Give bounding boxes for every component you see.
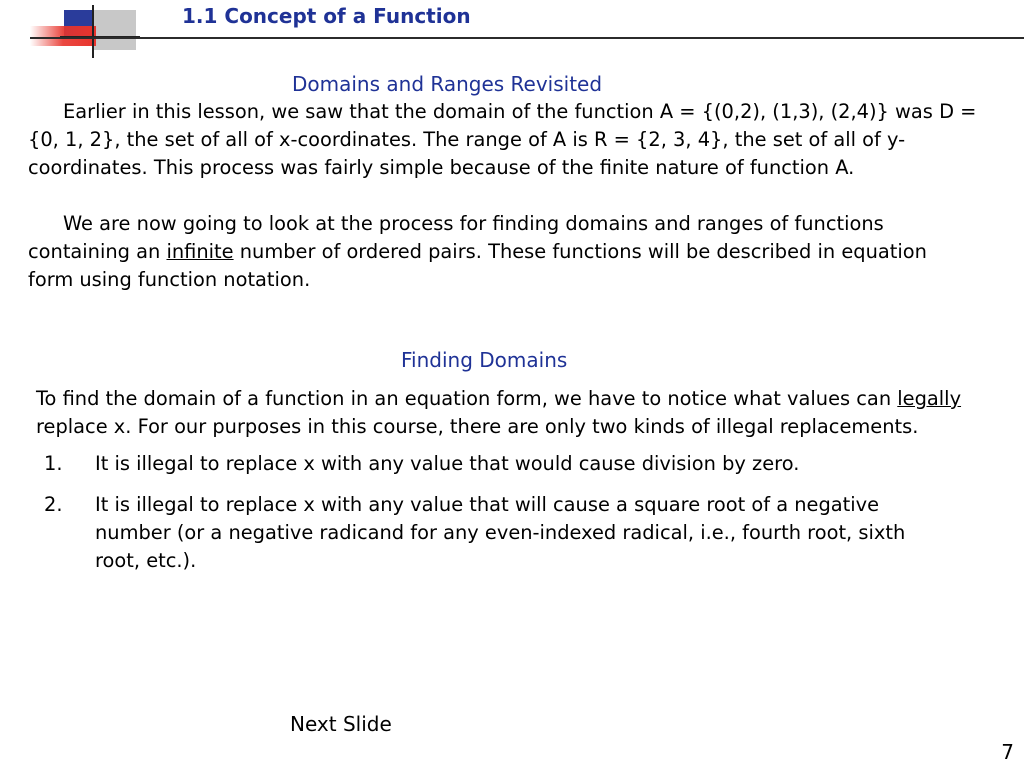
- paragraph-finding-domains-intro: [36, 385, 1001, 441]
- paragraph-earlier-lesson: [28, 98, 978, 182]
- underlined-word-infinite: infinite: [166, 240, 234, 263]
- next-slide-link[interactable]: Next Slide: [290, 712, 392, 736]
- slide-title: 1.1 Concept of a Function: [182, 4, 471, 28]
- page-number: 7: [1001, 740, 1014, 764]
- paragraph-infinite-text-end: number of ordered pairs. These functions will be described in equation form using function notation.: [28, 240, 927, 291]
- paragraph-infinite-text-start: We are now going to look at the process for finding domains and ranges of functions containing an: [28, 212, 884, 263]
- crosshair-logo-icon: [0, 0, 140, 60]
- list-item-number: 1.: [44, 452, 63, 475]
- section-heading-finding-domains: Finding Domains: [401, 348, 568, 372]
- intro-text-start: To find the domain of a function in an equation form, we have to notice what values can: [36, 387, 898, 410]
- list-item-text: It is illegal to replace x with any value that would cause division by zero.: [95, 452, 800, 475]
- list-item: [44, 491, 1004, 581]
- paragraph-infinite-functions: [28, 210, 978, 294]
- paragraph-earlier-lesson-text: Earlier in this lesson, we saw that the domain of the function A = {(0,2), (1,3), (2,4)} was D = {0, 1, 2}, the set of all of x-coordinates. The range of A is R = {2, 3, 4}, the set of all of y-coordinates. This process was fairly simple because of the finite nature of function A.: [28, 100, 977, 179]
- intro-text-end: replace x. For our purposes in this course, there are only two kinds of illegal replacements.: [36, 415, 919, 438]
- section-heading-domains-ranges: Domains and Ranges Revisited: [292, 72, 603, 96]
- underlined-word-legally: legally: [897, 387, 962, 410]
- list-item-text: It is illegal to replace x with any value that will cause a square root of a negative number (or a negative radicand for any even-indexed radical, i.e., fourth root, sixth root, etc.).: [95, 493, 906, 572]
- list-item-number: 2.: [44, 493, 63, 516]
- list-item: [44, 450, 1004, 480]
- header-divider: [30, 37, 1024, 39]
